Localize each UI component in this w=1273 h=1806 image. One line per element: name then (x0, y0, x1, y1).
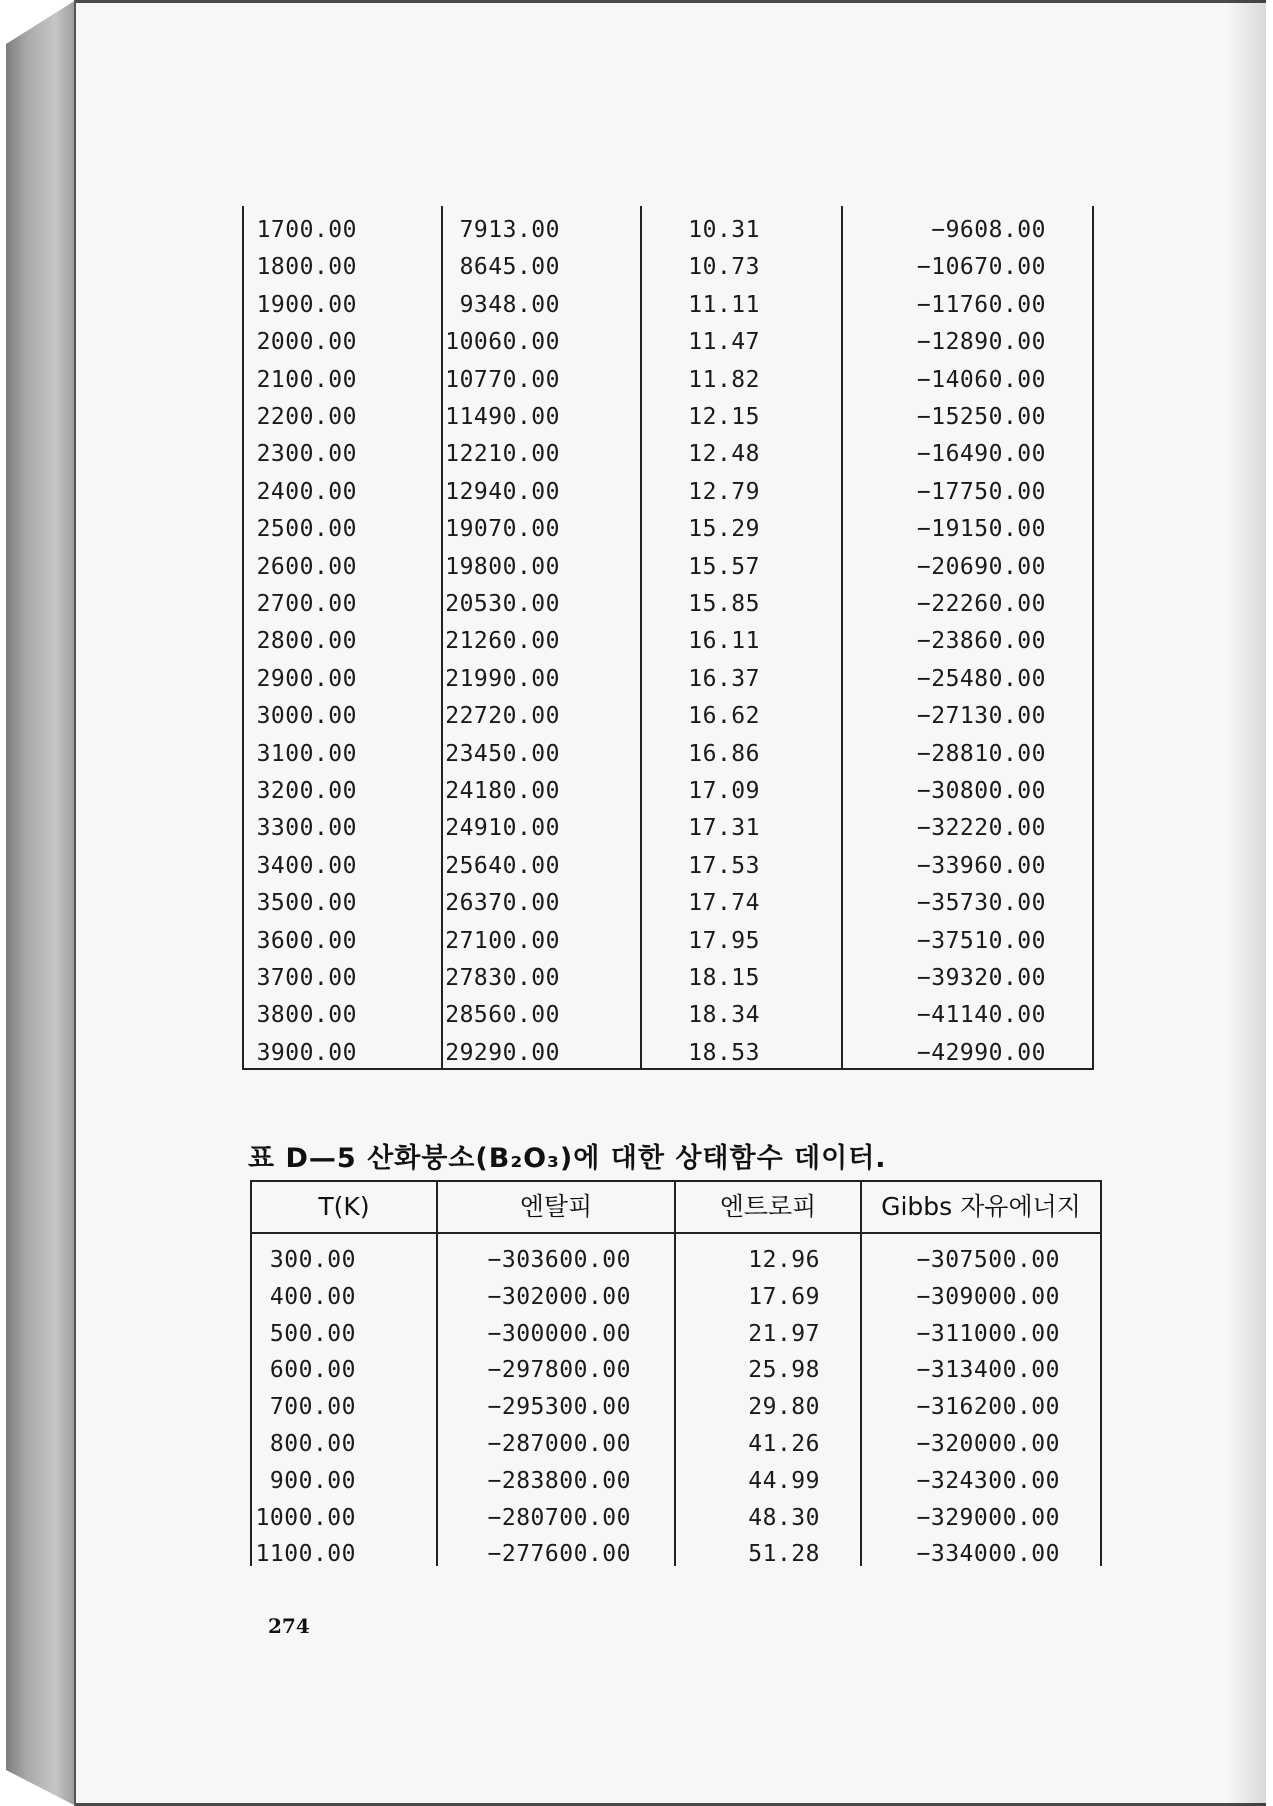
cell-entropy: 16.37 (688, 665, 760, 692)
cell-entropy: 41.26 (748, 1431, 820, 1457)
cell-entropy: 12.79 (688, 478, 760, 505)
cell-gibbs: −10670.00 (916, 254, 1046, 281)
cell-enthalpy: 10060.00 (445, 329, 560, 356)
cell-enthalpy: −280700.00 (487, 1504, 631, 1531)
cell-entropy: 15.29 (688, 516, 760, 543)
cell-entropy: 17.69 (748, 1283, 820, 1310)
cell-temperature: 800.00 (269, 1431, 356, 1457)
table-row (250, 1389, 1102, 1426)
cell-gibbs: −32220.00 (916, 815, 1046, 842)
cell-gibbs: −33960.00 (916, 852, 1046, 879)
table-row (242, 960, 1094, 997)
book-spine (6, 0, 76, 1806)
table-row (250, 1500, 1102, 1537)
page-shading (1226, 0, 1266, 1806)
cell-enthalpy: 26370.00 (445, 890, 560, 917)
cell-enthalpy: 25640.00 (445, 852, 560, 879)
cell-entropy: 15.85 (688, 591, 760, 617)
table-row (242, 287, 1094, 324)
cell-temperature: 3700.00 (256, 965, 357, 991)
table-row (242, 773, 1094, 810)
cell-enthalpy: −283800.00 (487, 1467, 631, 1494)
page-top-edge (76, 0, 1266, 3)
cell-temperature: 1800.00 (256, 254, 357, 281)
cell-gibbs: −23860.00 (916, 628, 1046, 655)
header-gibbs-free-energy: Gibbs 자유에너지 (881, 1192, 1081, 1221)
cell-temperature: 2500.00 (256, 516, 357, 543)
cell-gibbs: −307500.00 (916, 1247, 1060, 1273)
cell-gibbs: −316200.00 (916, 1394, 1060, 1421)
cell-gibbs: −334000.00 (916, 1541, 1060, 1568)
cell-gibbs: −42990.00 (916, 1039, 1046, 1066)
table-row (250, 1316, 1102, 1353)
cell-entropy: 48.30 (748, 1504, 820, 1531)
cell-enthalpy: 28560.00 (445, 1002, 560, 1029)
cell-entropy: 17.09 (688, 778, 760, 804)
cell-temperature: 2900.00 (256, 665, 357, 692)
cell-enthalpy: −300000.00 (487, 1320, 631, 1347)
cell-temperature: 300.00 (269, 1247, 356, 1273)
table-row (242, 923, 1094, 960)
cell-entropy: 15.57 (688, 553, 760, 580)
cell-gibbs: −41140.00 (916, 1002, 1046, 1029)
cell-temperature: 3800.00 (256, 1002, 357, 1029)
cell-gibbs: −9608.00 (931, 217, 1046, 243)
cell-gibbs: −15250.00 (916, 404, 1046, 430)
cell-temperature: 1000.00 (255, 1504, 356, 1531)
table-row (242, 885, 1094, 922)
cell-gibbs: −28810.00 (916, 740, 1046, 767)
table-row (242, 362, 1094, 399)
cell-entropy: 12.15 (688, 404, 760, 430)
cell-entropy: 16.62 (688, 703, 760, 730)
cell-gibbs: −25480.00 (916, 665, 1046, 692)
cell-entropy: 10.31 (688, 217, 760, 243)
cell-gibbs: −320000.00 (916, 1431, 1060, 1457)
cell-temperature: 1100.00 (255, 1541, 356, 1568)
table-row (242, 736, 1094, 773)
table-row (250, 1242, 1102, 1279)
table-row (242, 549, 1094, 586)
cell-enthalpy: −303600.00 (487, 1247, 631, 1273)
cell-temperature: 2000.00 (256, 329, 357, 356)
cell-temperature: 3100.00 (256, 740, 357, 767)
cell-gibbs: −39320.00 (916, 965, 1046, 991)
header-divider (250, 1232, 1102, 1234)
table-row (250, 1352, 1102, 1389)
cell-gibbs: −19150.00 (916, 516, 1046, 543)
cell-enthalpy: 19070.00 (445, 516, 560, 543)
cell-temperature: 2300.00 (256, 441, 357, 468)
cell-entropy: 12.96 (748, 1247, 820, 1273)
table-row (242, 399, 1094, 436)
table-row (250, 1536, 1102, 1573)
cell-temperature: 3900.00 (256, 1039, 357, 1066)
cell-gibbs: −14060.00 (916, 366, 1046, 393)
cell-gibbs: −17750.00 (916, 478, 1046, 505)
table-caption: 표 D—5 산화붕소(B₂O₃)에 대한 상태함수 데이터. (248, 1143, 887, 1174)
cell-temperature: 600.00 (269, 1357, 356, 1384)
table-row (242, 997, 1094, 1034)
table-row (250, 1463, 1102, 1500)
cell-entropy: 12.48 (688, 441, 760, 468)
cell-enthalpy: 24910.00 (445, 815, 560, 842)
cell-temperature: 2700.00 (256, 591, 357, 617)
cell-enthalpy: 23450.00 (445, 740, 560, 767)
table-row (242, 698, 1094, 735)
cell-entropy: 17.95 (688, 927, 760, 954)
cell-enthalpy: 8645.00 (459, 254, 560, 281)
cell-enthalpy: 11490.00 (445, 404, 560, 430)
table-row (242, 474, 1094, 511)
cell-entropy: 17.53 (688, 852, 760, 879)
cell-enthalpy: 12940.00 (445, 478, 560, 505)
cell-gibbs: −35730.00 (916, 890, 1046, 917)
cell-enthalpy: 29290.00 (445, 1039, 560, 1066)
cell-temperature: 2600.00 (256, 553, 357, 580)
table-row (242, 436, 1094, 473)
cell-temperature: 900.00 (269, 1467, 356, 1494)
cell-entropy: 17.74 (688, 890, 760, 917)
lower-data-table (250, 1180, 1102, 1566)
cell-temperature: 400.00 (269, 1283, 356, 1310)
cell-gibbs: −329000.00 (916, 1504, 1060, 1531)
header-temperature: T(K) (318, 1192, 370, 1221)
cell-temperature: 3600.00 (256, 927, 357, 954)
cell-gibbs: −313400.00 (916, 1357, 1060, 1384)
cell-temperature: 3300.00 (256, 815, 357, 842)
cell-gibbs: −12890.00 (916, 329, 1046, 356)
cell-enthalpy: −277600.00 (487, 1541, 631, 1568)
cell-entropy: 11.47 (688, 329, 760, 356)
header-enthalpy: 엔탈피 (519, 1192, 593, 1221)
cell-entropy: 16.86 (688, 740, 760, 767)
table-row (250, 1426, 1102, 1463)
cell-entropy: 16.11 (688, 628, 760, 655)
cell-entropy: 11.11 (688, 291, 760, 318)
cell-enthalpy: −287000.00 (487, 1431, 631, 1457)
table-row (242, 661, 1094, 698)
cell-entropy: 10.73 (688, 254, 760, 281)
table-row (242, 212, 1094, 249)
cell-enthalpy: 19800.00 (445, 553, 560, 580)
cell-entropy: 29.80 (748, 1394, 820, 1421)
page-number: 274 (268, 1614, 310, 1638)
cell-temperature: 500.00 (269, 1320, 356, 1347)
cell-enthalpy: 21990.00 (445, 665, 560, 692)
cell-gibbs: −20690.00 (916, 553, 1046, 580)
cell-gibbs: −309000.00 (916, 1283, 1060, 1310)
cell-gibbs: −11760.00 (916, 291, 1046, 318)
cell-enthalpy: 27830.00 (445, 965, 560, 991)
cell-gibbs: −27130.00 (916, 703, 1046, 730)
table-row (250, 1279, 1102, 1316)
cell-gibbs: −16490.00 (916, 441, 1046, 468)
cell-enthalpy: 22720.00 (445, 703, 560, 730)
cell-temperature: 2400.00 (256, 478, 357, 505)
cell-temperature: 3200.00 (256, 778, 357, 804)
cell-gibbs: −37510.00 (916, 927, 1046, 954)
cell-enthalpy: 21260.00 (445, 628, 560, 655)
table-row (242, 249, 1094, 286)
cell-temperature: 2200.00 (256, 404, 357, 430)
cell-temperature: 700.00 (269, 1394, 356, 1421)
table-row (242, 586, 1094, 623)
cell-entropy: 21.97 (748, 1320, 820, 1347)
table-row (242, 848, 1094, 885)
header-entropy: 엔트로피 (719, 1192, 817, 1221)
cell-entropy: 44.99 (748, 1467, 820, 1494)
cell-enthalpy: 9348.00 (459, 291, 560, 318)
cell-gibbs: −22260.00 (916, 591, 1046, 617)
cell-gibbs: −30800.00 (916, 778, 1046, 804)
cell-temperature: 1900.00 (256, 291, 357, 318)
table-row (242, 810, 1094, 847)
cell-temperature: 3400.00 (256, 852, 357, 879)
cell-entropy: 51.28 (748, 1541, 820, 1568)
cell-temperature: 2100.00 (256, 366, 357, 393)
cell-enthalpy: 24180.00 (445, 778, 560, 804)
cell-entropy: 18.15 (688, 965, 760, 991)
cell-entropy: 11.82 (688, 366, 760, 393)
cell-entropy: 17.31 (688, 815, 760, 842)
upper-data-table (242, 206, 1094, 1070)
cell-entropy: 25.98 (748, 1357, 820, 1384)
cell-enthalpy: 20530.00 (445, 591, 560, 617)
cell-temperature: 3500.00 (256, 890, 357, 917)
cell-entropy: 18.34 (688, 1002, 760, 1029)
cell-temperature: 1700.00 (256, 217, 357, 243)
table-row (242, 324, 1094, 361)
table-row (242, 623, 1094, 660)
table-row (242, 1035, 1094, 1072)
cell-enthalpy: −302000.00 (487, 1283, 631, 1310)
cell-temperature: 2800.00 (256, 628, 357, 655)
cell-gibbs: −311000.00 (916, 1320, 1060, 1347)
cell-enthalpy: 27100.00 (445, 927, 560, 954)
table-row (242, 511, 1094, 548)
cell-temperature: 3000.00 (256, 703, 357, 730)
cell-enthalpy: 12210.00 (445, 441, 560, 468)
cell-enthalpy: 7913.00 (459, 217, 560, 243)
cell-enthalpy: −295300.00 (487, 1394, 631, 1421)
cell-enthalpy: −297800.00 (487, 1357, 631, 1384)
cell-enthalpy: 10770.00 (445, 366, 560, 393)
cell-entropy: 18.53 (688, 1039, 760, 1066)
cell-gibbs: −324300.00 (916, 1467, 1060, 1494)
